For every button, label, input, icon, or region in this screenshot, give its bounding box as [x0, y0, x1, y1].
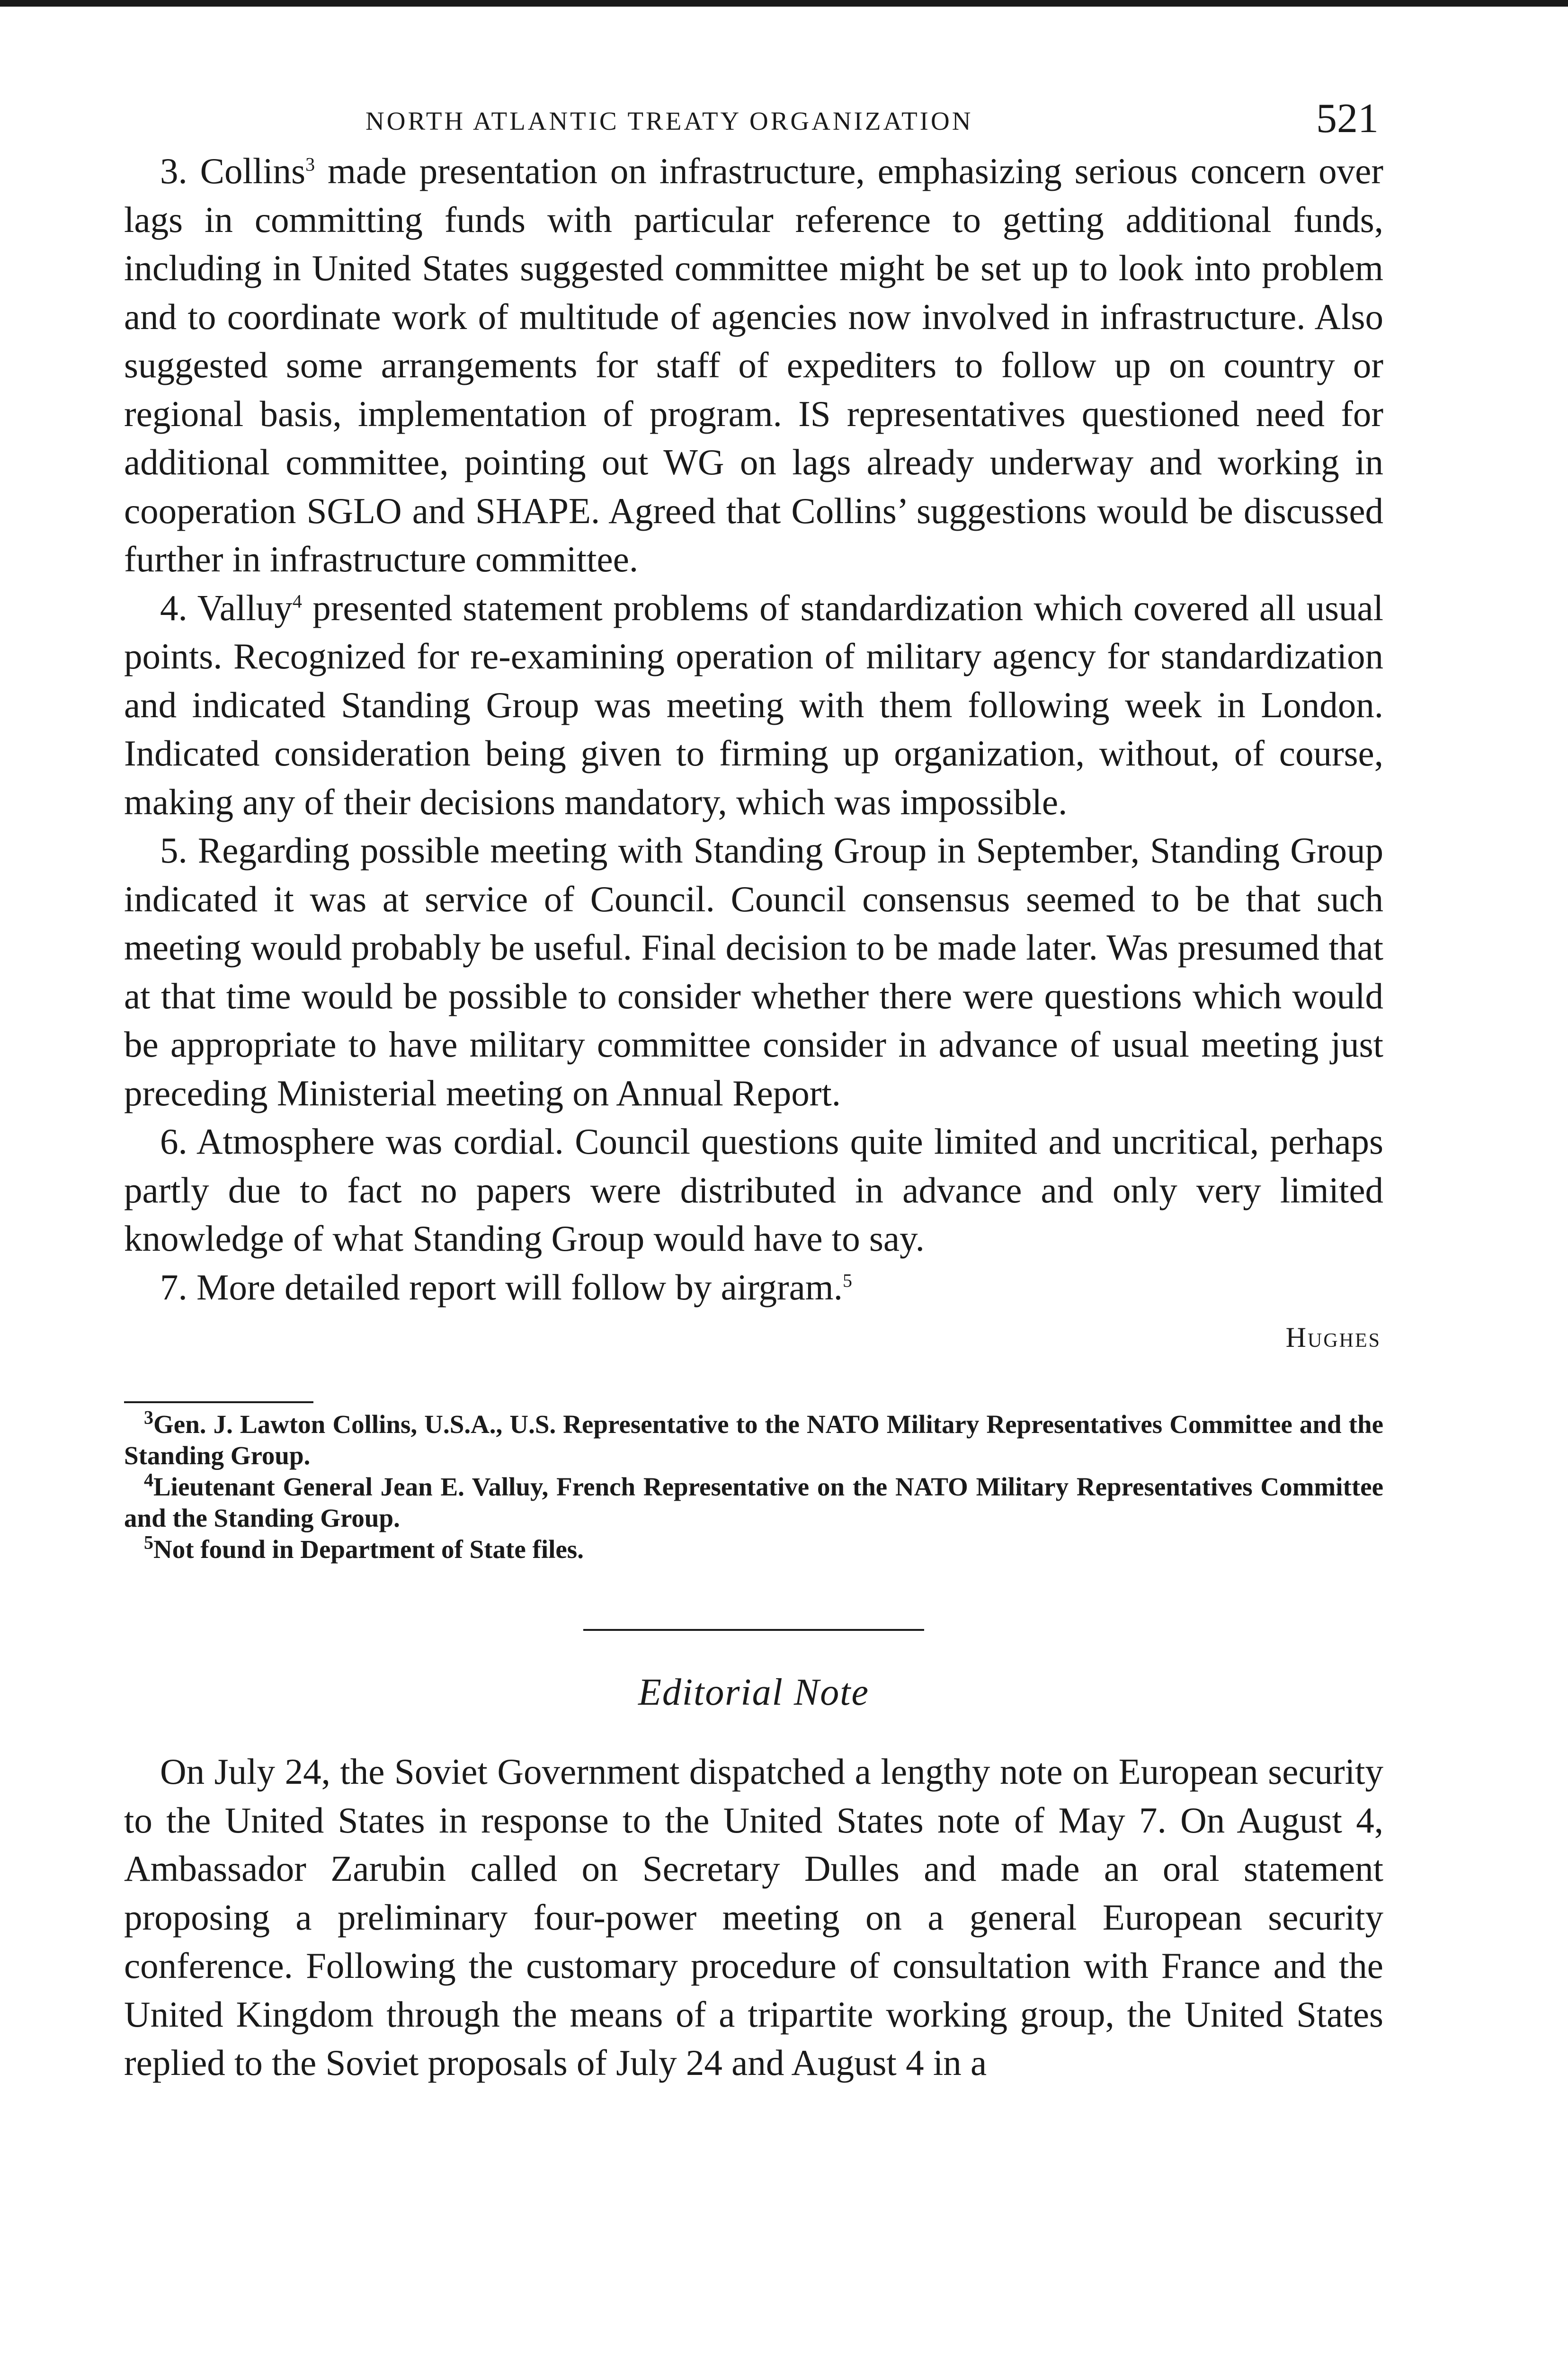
document-page: [124, 90, 1383, 2087]
footnote-text: Not found in Department of State files.: [153, 1535, 584, 1564]
paragraph-3-text: made presentation on infrastructure, emphasizing serious concern over lags in committing funds with particular reference to getting additional funds, including in United States suggested committee might be set up to look into problem and to coordinate work of multitude of agencies now involved in infrastructure. Also suggested some arrangements for staff of expediters to follow up on country or regional basis, implementation of program. IS representatives questioned need for additional committee, pointing out WG on lags already underway and working in cooperation SGLO and SHAPE. Agreed that Collins’ suggestions would be discussed further in infrastructure committee.: [124, 151, 1383, 579]
footnote-number: 5: [144, 1531, 153, 1553]
paragraph-7-text: 7. More detailed report will follow by airgram.: [160, 1266, 843, 1308]
footnote-number: 3: [144, 1406, 153, 1428]
footnotes: [124, 1406, 1383, 1565]
paragraph-4-start: 4. Valluy: [160, 587, 293, 628]
footnote-ref-5: 5: [842, 1269, 852, 1291]
paragraph-6: 6. Atmosphere was cordial. Council questions quite limited and uncritical, perhaps partly due to fact no papers were distributed in advance and only very limited knowledge of what Standing Group would have to say.: [124, 1121, 1383, 1259]
paragraph-7: [124, 1263, 1383, 1312]
running-head: [124, 90, 1383, 147]
footnote-number: 4: [144, 1469, 153, 1491]
editorial-note-title: Editorial Note: [638, 1672, 869, 1713]
paragraph-4: [124, 584, 1383, 827]
footnote-4: [124, 1471, 1383, 1534]
footnote-divider: [124, 1401, 313, 1403]
paragraph-4-text: presented statement problems of standardization which covered all usual points. Recognized for re-examining operation of military agency for standardization and indicated Standing Group was meeting with them following week in London. Indicated consideration being given to firming up organization, without, of course, making any of their decisions mandatory, which was impossible.: [124, 587, 1383, 822]
signature: Hughes: [1285, 1322, 1381, 1353]
running-title: NORTH ATLANTIC TREATY ORGANIZATION: [365, 107, 973, 135]
editorial-note-body: On July 24, the Soviet Government dispatched a lengthy note on European security to the United States in response to the United States note of May 7. On August 4, Ambassador Zarubin called on Secretary Dulles and made an oral statement proposing a preliminary four-power meeting on a general European security conference. Following the customary procedure of consultation with France and the United Kingdom through the means of a tripartite working group, the United States replied to the Soviet proposals of July 24 and August 4 in a: [124, 1751, 1383, 2083]
top-border-rule: [0, 0, 1568, 7]
footnote-ref-4: 4: [292, 590, 302, 612]
page-number: 521: [1316, 96, 1379, 142]
footnote-3: [124, 1406, 1383, 1471]
paragraph-5: 5. Regarding possible meeting with Standing Group in September, Standing Group indicated it was at service of Council. Council consensus seemed to be that such meeting would probably be useful. Final decision to be made later. Was presumed that at that time would be possible to consider whether there were questions which would be appropriate to have military committee consider in advance of usual meeting just preceding Ministerial meeting on Annual Report.: [124, 830, 1383, 1113]
paragraph-3-start: 3. Collins: [160, 151, 306, 191]
footnote-5: [124, 1531, 1383, 1565]
footnote-text: Gen. J. Lawton Collins, U.S.A., U.S. Representative to the NATO Military Representatives Committee and the Standing Group.: [124, 1410, 1383, 1470]
telegram-body: [124, 147, 1383, 1363]
footnote-text: Lieutenant General Jean E. Valluy, French Representative on the NATO Military Representatives Committee and the Standing Group.: [124, 1472, 1383, 1532]
footnote-ref-3: 3: [305, 153, 315, 175]
section-divider: [583, 1629, 924, 1631]
paragraph-3: [124, 147, 1383, 584]
